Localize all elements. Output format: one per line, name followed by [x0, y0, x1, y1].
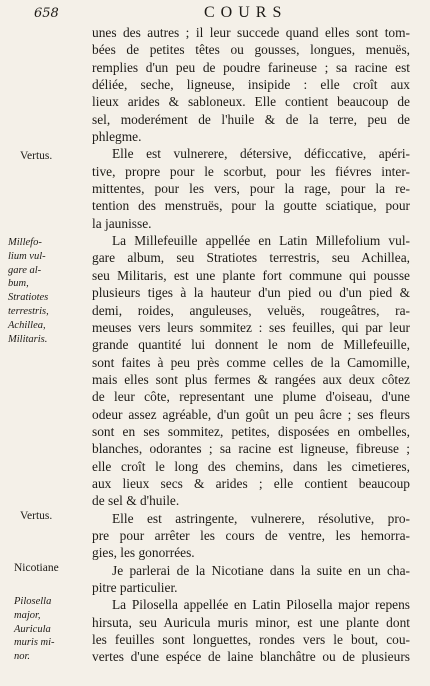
margin-note-millefeuille: Millefo- lium vul- gare al- bum, Stratiotes terrestris, Achillea, Militaris. — [8, 237, 49, 345]
text-line: la jaunisse. — [92, 215, 152, 231]
margin-note-nicotiane: Nicotiane — [14, 562, 59, 574]
text-line: grande quantité lui donnent le nom de Millefeuille, — [92, 337, 410, 353]
text-line: vertes d'une espéce de laine blanchâtre ou de plusieurs — [92, 649, 410, 665]
text-line: unes des autres ; il leur succede quand elles sont tom- — [92, 25, 410, 40]
text-line: phlegme. — [92, 129, 142, 145]
text-line: les feuilles sont longuettes, rondes vers le bout, cou- — [92, 632, 410, 648]
text-line: déliée, seche, ligneuse, insipide : elle croît aux — [92, 77, 410, 93]
text-line: Elle est vulnerere, détersive, déficcative, apéri- — [112, 146, 410, 162]
text-line: odeur assez agréable, d'un goût un peu âcre ; ses fleurs — [92, 406, 410, 422]
text-line: elle croît le long des chemins, dans les cimetieres, — [92, 458, 410, 474]
text-line: sont en ses sommitez, petites, disposées en ombelles, — [92, 423, 410, 439]
text-line: de leur côte, representant une plume d'oiseau, d'une — [92, 389, 410, 405]
text-line: mittentes, pour les vers, pour la rage, pour la re- — [92, 181, 410, 197]
text-line: aux lieux secs & arides ; elle contient beaucoup — [92, 475, 410, 491]
text-line: pre pour arrêter les cours de ventre, les hemorra- — [92, 527, 410, 543]
text-line: sont faites à peu près comme celles de la Camomille, — [92, 354, 410, 370]
text-line: gare album, seu Stratiotes terrestris, seu Achillea, — [92, 250, 410, 266]
margin-note-vertus-1: Vertus. — [20, 150, 53, 162]
text-line: demi, roides, anguleuses, veluës, rougeâtres, ra- — [92, 302, 410, 318]
text-line: gies, les gonorrées. — [92, 545, 195, 561]
text-line: La Millefeuille appellée en Latin Millefolium vul- — [112, 233, 410, 249]
body-text — [92, 24, 410, 666]
text-line: Elle est astringente, vulnerere, résolutive, pro- — [112, 510, 410, 526]
text-line: meuses vers leurs sommitez : ses feuilles, qui par leur — [92, 319, 410, 335]
text-line: sel, moderément de l'huile & de la terre, peu de — [92, 111, 410, 127]
text-line: seu Militaris, est une plante fort commune qui pousse — [92, 267, 410, 283]
page-number: 658 — [34, 6, 59, 21]
text-line: tention des menstruës, pour la goutte sciatique, pour — [92, 198, 410, 214]
margin-note-vertus-2: Vertus. — [20, 510, 53, 522]
text-line: de sel & d'huile. — [92, 493, 180, 509]
text-line: mais elles sont plus fermes & rangées aux deux côtez — [92, 371, 410, 387]
text-line: Je parlerai de la Nicotiane dans la suite en un cha- — [112, 562, 410, 578]
text-line: pitre particulier. — [92, 580, 178, 595]
text-line: plusieurs tiges à la hauteur d'un pied ou d'un pied & — [92, 285, 410, 301]
text-line: remplies d'un peu de poudre farineuse ; sa racine est — [92, 59, 410, 75]
text-line: La Pilosella appellée en Latin Pilosella major repens — [112, 597, 410, 613]
text-line: tive, propre pour le scorbut, pour les fiévres inter- — [92, 163, 410, 179]
running-title: COURS — [204, 4, 288, 21]
margin-note-pilosella: Pilosella major, Auricula muris mi- nor. — [14, 596, 55, 663]
text-line: lieux arides & sabloneux. Elle contient beaucoup de — [92, 94, 410, 110]
text-line: hirsuta, seu Auricula muris minor, est une plante dont — [92, 614, 410, 630]
running-header — [34, 4, 408, 24]
text-line: bées de petites têtes ou gousses, longues, menuës, — [92, 42, 410, 58]
text-line: blanches, odorantes ; sa racine est ligneuse, fibreuse ; — [92, 441, 410, 457]
